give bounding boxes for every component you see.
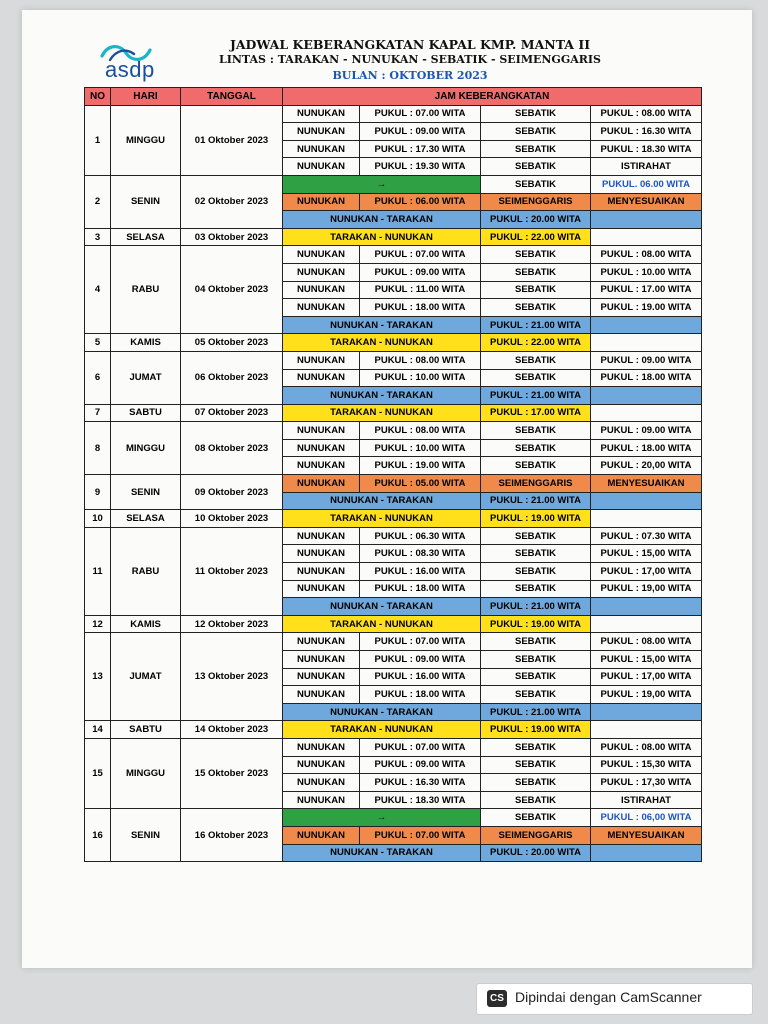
day-date: 05 Oktober 2023 bbox=[181, 334, 283, 352]
route-blank bbox=[591, 211, 702, 229]
route-time: PUKUL : 17.00 WITA bbox=[481, 404, 591, 422]
day-name: SENIN bbox=[111, 475, 181, 510]
day-name: MINGGU bbox=[111, 738, 181, 808]
destination-port: SEBATIK bbox=[481, 299, 591, 317]
origin-port: NUNUKAN bbox=[283, 158, 360, 176]
route-blank bbox=[591, 228, 702, 246]
return-time: PUKUL : 07.30 WITA bbox=[591, 527, 702, 545]
day-number: 10 bbox=[85, 510, 111, 528]
day-date: 13 Oktober 2023 bbox=[181, 633, 283, 721]
origin-port: NUNUKAN bbox=[283, 193, 360, 211]
column-header-day: HARI bbox=[111, 88, 181, 106]
origin-port: NUNUKAN bbox=[283, 527, 360, 545]
route-subtitle: LINTAS : TARAKAN - NUNUKAN - SEBATIK - SEIMENGGARIS bbox=[219, 53, 601, 66]
route-label: TARAKAN - NUNUKAN bbox=[283, 334, 481, 352]
route-blank bbox=[591, 598, 702, 616]
return-time: PUKUL : 17,00 WITA bbox=[591, 563, 702, 581]
route-label: NUNUKAN - TARAKAN bbox=[283, 387, 481, 405]
day-number: 12 bbox=[85, 615, 111, 633]
return-time: PUKUL : 20,00 WITA bbox=[591, 457, 702, 475]
return-time: PUKUL. 06.00 WITA bbox=[591, 175, 702, 193]
origin-port: NUNUKAN bbox=[283, 668, 360, 686]
route-time: PUKUL : 21.00 WITA bbox=[481, 316, 591, 334]
table-row bbox=[85, 738, 702, 756]
departure-time: PUKUL : 08.00 WITA bbox=[360, 351, 481, 369]
destination-port: SEBATIK bbox=[481, 527, 591, 545]
destination-port: SEBATIK bbox=[481, 175, 591, 193]
route-time: PUKUL : 19.00 WITA bbox=[481, 615, 591, 633]
day-name: SELASA bbox=[111, 510, 181, 528]
day-number: 3 bbox=[85, 228, 111, 246]
destination-port: SEBATIK bbox=[481, 563, 591, 581]
departure-time: PUKUL : 16.30 WITA bbox=[360, 774, 481, 792]
day-date: 07 Oktober 2023 bbox=[181, 404, 283, 422]
origin-port: NUNUKAN bbox=[283, 686, 360, 704]
route-time: PUKUL : 21.00 WITA bbox=[481, 387, 591, 405]
table-row bbox=[85, 633, 702, 651]
destination-port: SEBATIK bbox=[481, 246, 591, 264]
route-blank bbox=[591, 721, 702, 739]
day-date: 12 Oktober 2023 bbox=[181, 615, 283, 633]
route-blank bbox=[591, 615, 702, 633]
destination-port: SEBATIK bbox=[481, 545, 591, 563]
return-time: PUKUL : 10.00 WITA bbox=[591, 263, 702, 281]
departure-time: PUKUL : 10.00 WITA bbox=[360, 369, 481, 387]
departure-time: PUKUL : 08.30 WITA bbox=[360, 545, 481, 563]
route-label: NUNUKAN - TARAKAN bbox=[283, 316, 481, 334]
departure-time: PUKUL : 09.00 WITA bbox=[360, 263, 481, 281]
day-name: KAMIS bbox=[111, 615, 181, 633]
return-time: PUKUL : 17,30 WITA bbox=[591, 774, 702, 792]
day-name: JUMAT bbox=[111, 633, 181, 721]
table-row bbox=[85, 510, 702, 528]
destination-port: SEBATIK bbox=[481, 351, 591, 369]
destination-port: SEBATIK bbox=[481, 263, 591, 281]
route-label: NUNUKAN - TARAKAN bbox=[283, 211, 481, 229]
day-date: 06 Oktober 2023 bbox=[181, 351, 283, 404]
return-time: MENYESUAIKAN bbox=[591, 826, 702, 844]
origin-port: NUNUKAN bbox=[283, 563, 360, 581]
day-date: 14 Oktober 2023 bbox=[181, 721, 283, 739]
route-label: TARAKAN - NUNUKAN bbox=[283, 615, 481, 633]
departure-time: PUKUL : 05.00 WITA bbox=[360, 475, 481, 493]
day-number: 9 bbox=[85, 475, 111, 510]
route-blank bbox=[591, 316, 702, 334]
origin-port: NUNUKAN bbox=[283, 475, 360, 493]
day-date: 08 Oktober 2023 bbox=[181, 422, 283, 475]
day-number: 1 bbox=[85, 105, 111, 175]
departure-time: PUKUL : 09.00 WITA bbox=[360, 123, 481, 141]
departure-time: PUKUL : 19.00 WITA bbox=[360, 457, 481, 475]
day-date: 10 Oktober 2023 bbox=[181, 510, 283, 528]
page-title: JADWAL KEBERANGKATAN KAPAL KMP. MANTA II bbox=[229, 37, 591, 52]
day-date: 04 Oktober 2023 bbox=[181, 246, 283, 334]
destination-port: SEIMENGGARIS bbox=[481, 475, 591, 493]
return-time: PUKUL : 09.00 WITA bbox=[591, 422, 702, 440]
return-time: PUKUL : 18.30 WITA bbox=[591, 140, 702, 158]
return-time: PUKUL : 15,00 WITA bbox=[591, 651, 702, 669]
route-time: PUKUL : 22.00 WITA bbox=[481, 228, 591, 246]
day-name: RABU bbox=[111, 527, 181, 615]
transfer-arrow: → bbox=[283, 175, 481, 193]
route-time: PUKUL : 19.00 WITA bbox=[481, 721, 591, 739]
transfer-arrow: → bbox=[283, 809, 481, 827]
route-label: TARAKAN - NUNUKAN bbox=[283, 510, 481, 528]
table-row bbox=[85, 246, 702, 264]
day-name: SABTU bbox=[111, 404, 181, 422]
origin-port: NUNUKAN bbox=[283, 123, 360, 141]
destination-port: SEBATIK bbox=[481, 738, 591, 756]
day-number: 13 bbox=[85, 633, 111, 721]
day-name: SENIN bbox=[111, 809, 181, 862]
return-time: MENYESUAIKAN bbox=[591, 475, 702, 493]
departure-time: PUKUL : 17.30 WITA bbox=[360, 140, 481, 158]
day-number: 15 bbox=[85, 738, 111, 808]
day-name: JUMAT bbox=[111, 351, 181, 404]
origin-port: NUNUKAN bbox=[283, 281, 360, 299]
return-time: PUKUL : 08.00 WITA bbox=[591, 105, 702, 123]
route-time: PUKUL : 21.00 WITA bbox=[481, 598, 591, 616]
return-time: PUKUL : 17,00 WITA bbox=[591, 668, 702, 686]
return-time: ISTIRAHAT bbox=[591, 158, 702, 176]
table-row bbox=[85, 475, 702, 493]
destination-port: SEBATIK bbox=[481, 633, 591, 651]
schedule-body bbox=[85, 105, 702, 862]
day-name: SABTU bbox=[111, 721, 181, 739]
return-time: MENYESUAIKAN bbox=[591, 193, 702, 211]
origin-port: NUNUKAN bbox=[283, 246, 360, 264]
origin-port: NUNUKAN bbox=[283, 351, 360, 369]
day-date: 11 Oktober 2023 bbox=[181, 527, 283, 615]
departure-time: PUKUL : 07.00 WITA bbox=[360, 246, 481, 264]
route-label: NUNUKAN - TARAKAN bbox=[283, 492, 481, 510]
origin-port: NUNUKAN bbox=[283, 439, 360, 457]
departure-time: PUKUL : 07.00 WITA bbox=[360, 738, 481, 756]
route-time: PUKUL : 19.00 WITA bbox=[481, 510, 591, 528]
table-header-row bbox=[85, 88, 702, 106]
table-row bbox=[85, 422, 702, 440]
departure-time: PUKUL : 16.00 WITA bbox=[360, 563, 481, 581]
destination-port: SEBATIK bbox=[481, 123, 591, 141]
day-name: MINGGU bbox=[111, 422, 181, 475]
departure-time: PUKUL : 06.30 WITA bbox=[360, 527, 481, 545]
day-number: 11 bbox=[85, 527, 111, 615]
return-time: PUKUL : 16.30 WITA bbox=[591, 123, 702, 141]
origin-port: NUNUKAN bbox=[283, 633, 360, 651]
return-time: PUKUL : 19.00 WITA bbox=[591, 299, 702, 317]
origin-port: NUNUKAN bbox=[283, 826, 360, 844]
destination-port: SEBATIK bbox=[481, 774, 591, 792]
destination-port: SEBATIK bbox=[481, 809, 591, 827]
month-subtitle: BULAN : OKTOBER 2023 bbox=[332, 69, 488, 82]
departure-time: PUKUL : 10.00 WITA bbox=[360, 439, 481, 457]
table-row bbox=[85, 615, 702, 633]
departure-time: PUKUL : 07.00 WITA bbox=[360, 105, 481, 123]
day-date: 03 Oktober 2023 bbox=[181, 228, 283, 246]
return-time: PUKUL : 19,00 WITA bbox=[591, 580, 702, 598]
route-label: TARAKAN - NUNUKAN bbox=[283, 228, 481, 246]
origin-port: NUNUKAN bbox=[283, 651, 360, 669]
day-number: 6 bbox=[85, 351, 111, 404]
day-date: 15 Oktober 2023 bbox=[181, 738, 283, 808]
route-blank bbox=[591, 387, 702, 405]
route-time: PUKUL : 22.00 WITA bbox=[481, 334, 591, 352]
route-label: NUNUKAN - TARAKAN bbox=[283, 844, 481, 862]
day-number: 4 bbox=[85, 246, 111, 334]
route-label: NUNUKAN - TARAKAN bbox=[283, 703, 481, 721]
destination-port: SEBATIK bbox=[481, 580, 591, 598]
day-date: 16 Oktober 2023 bbox=[181, 809, 283, 862]
table-row bbox=[85, 175, 702, 193]
departure-time: PUKUL : 11.00 WITA bbox=[360, 281, 481, 299]
table-row bbox=[85, 527, 702, 545]
origin-port: NUNUKAN bbox=[283, 580, 360, 598]
day-name: RABU bbox=[111, 246, 181, 334]
route-time: PUKUL : 20.00 WITA bbox=[481, 211, 591, 229]
route-blank bbox=[591, 844, 702, 862]
route-label: TARAKAN - NUNUKAN bbox=[283, 404, 481, 422]
origin-port: NUNUKAN bbox=[283, 545, 360, 563]
route-blank bbox=[591, 334, 702, 352]
destination-port: SEBATIK bbox=[481, 686, 591, 704]
origin-port: NUNUKAN bbox=[283, 105, 360, 123]
camscanner-icon: CS bbox=[487, 990, 507, 1007]
return-time: PUKUL : 08.00 WITA bbox=[591, 738, 702, 756]
asdp-logo bbox=[98, 42, 178, 82]
return-time: PUKUL : 15,30 WITA bbox=[591, 756, 702, 774]
day-date: 09 Oktober 2023 bbox=[181, 475, 283, 510]
day-name: MINGGU bbox=[111, 105, 181, 175]
camscanner-watermark bbox=[476, 983, 753, 1015]
route-blank bbox=[591, 510, 702, 528]
return-time: PUKUL : 06,00 WITA bbox=[591, 809, 702, 827]
origin-port: NUNUKAN bbox=[283, 422, 360, 440]
departure-time: PUKUL : 09.00 WITA bbox=[360, 651, 481, 669]
destination-port: SEBATIK bbox=[481, 439, 591, 457]
day-date: 02 Oktober 2023 bbox=[181, 175, 283, 228]
destination-port: SEBATIK bbox=[481, 651, 591, 669]
day-date: 01 Oktober 2023 bbox=[181, 105, 283, 175]
return-time: PUKUL : 15,00 WITA bbox=[591, 545, 702, 563]
day-name: SENIN bbox=[111, 175, 181, 228]
return-time: ISTIRAHAT bbox=[591, 791, 702, 809]
departure-time: PUKUL : 18.00 WITA bbox=[360, 299, 481, 317]
departure-time: PUKUL : 19.30 WITA bbox=[360, 158, 481, 176]
return-time: PUKUL : 18.00 WITA bbox=[591, 439, 702, 457]
return-time: PUKUL : 18.00 WITA bbox=[591, 369, 702, 387]
day-name: SELASA bbox=[111, 228, 181, 246]
destination-port: SEBATIK bbox=[481, 158, 591, 176]
departure-time: PUKUL : 18.00 WITA bbox=[360, 686, 481, 704]
route-label: TARAKAN - NUNUKAN bbox=[283, 721, 481, 739]
table-row bbox=[85, 809, 702, 827]
origin-port: NUNUKAN bbox=[283, 369, 360, 387]
return-time: PUKUL : 17.00 WITA bbox=[591, 281, 702, 299]
departure-time: PUKUL : 16.00 WITA bbox=[360, 668, 481, 686]
departure-time: PUKUL : 07.00 WITA bbox=[360, 633, 481, 651]
destination-port: SEBATIK bbox=[481, 791, 591, 809]
route-time: PUKUL : 20.00 WITA bbox=[481, 844, 591, 862]
table-row bbox=[85, 105, 702, 123]
table-row bbox=[85, 228, 702, 246]
destination-port: SEBATIK bbox=[481, 105, 591, 123]
departure-time: PUKUL : 07.00 WITA bbox=[360, 826, 481, 844]
day-name: KAMIS bbox=[111, 334, 181, 352]
origin-port: NUNUKAN bbox=[283, 738, 360, 756]
schedule-table bbox=[84, 87, 702, 862]
column-header-date: TANGGAL bbox=[181, 88, 283, 106]
column-header-departure: JAM KEBERANGKATAN bbox=[283, 88, 702, 106]
destination-port: SEIMENGGARIS bbox=[481, 826, 591, 844]
route-label: NUNUKAN - TARAKAN bbox=[283, 598, 481, 616]
return-time: PUKUL : 08.00 WITA bbox=[591, 246, 702, 264]
route-blank bbox=[591, 703, 702, 721]
destination-port: SEBATIK bbox=[481, 756, 591, 774]
destination-port: SEBATIK bbox=[481, 369, 591, 387]
departure-time: PUKUL : 08.00 WITA bbox=[360, 422, 481, 440]
destination-port: SEBATIK bbox=[481, 422, 591, 440]
day-number: 7 bbox=[85, 404, 111, 422]
departure-time: PUKUL : 06.00 WITA bbox=[360, 193, 481, 211]
day-number: 16 bbox=[85, 809, 111, 862]
destination-port: SEBATIK bbox=[481, 281, 591, 299]
table-row bbox=[85, 404, 702, 422]
day-number: 5 bbox=[85, 334, 111, 352]
departure-time: PUKUL : 09.00 WITA bbox=[360, 756, 481, 774]
asdp-logo-text: asdp bbox=[105, 57, 155, 82]
departure-time: PUKUL : 18.30 WITA bbox=[360, 791, 481, 809]
route-blank bbox=[591, 404, 702, 422]
origin-port: NUNUKAN bbox=[283, 299, 360, 317]
table-row bbox=[85, 351, 702, 369]
origin-port: NUNUKAN bbox=[283, 791, 360, 809]
return-time: PUKUL : 08.00 WITA bbox=[591, 633, 702, 651]
destination-port: SEIMENGGARIS bbox=[481, 193, 591, 211]
origin-port: NUNUKAN bbox=[283, 756, 360, 774]
table-row bbox=[85, 334, 702, 352]
origin-port: NUNUKAN bbox=[283, 457, 360, 475]
origin-port: NUNUKAN bbox=[283, 263, 360, 281]
return-time: PUKUL : 09.00 WITA bbox=[591, 351, 702, 369]
day-number: 8 bbox=[85, 422, 111, 475]
origin-port: NUNUKAN bbox=[283, 140, 360, 158]
route-time: PUKUL : 21.00 WITA bbox=[481, 492, 591, 510]
destination-port: SEBATIK bbox=[481, 457, 591, 475]
camscanner-text: Dipindai dengan CamScanner bbox=[515, 989, 702, 1005]
column-header-no: NO bbox=[85, 88, 111, 106]
route-time: PUKUL : 21.00 WITA bbox=[481, 703, 591, 721]
day-number: 14 bbox=[85, 721, 111, 739]
day-number: 2 bbox=[85, 175, 111, 228]
table-row bbox=[85, 721, 702, 739]
route-blank bbox=[591, 492, 702, 510]
origin-port: NUNUKAN bbox=[283, 774, 360, 792]
return-time: PUKUL : 19,00 WITA bbox=[591, 686, 702, 704]
destination-port: SEBATIK bbox=[481, 140, 591, 158]
destination-port: SEBATIK bbox=[481, 668, 591, 686]
departure-time: PUKUL : 18.00 WITA bbox=[360, 580, 481, 598]
